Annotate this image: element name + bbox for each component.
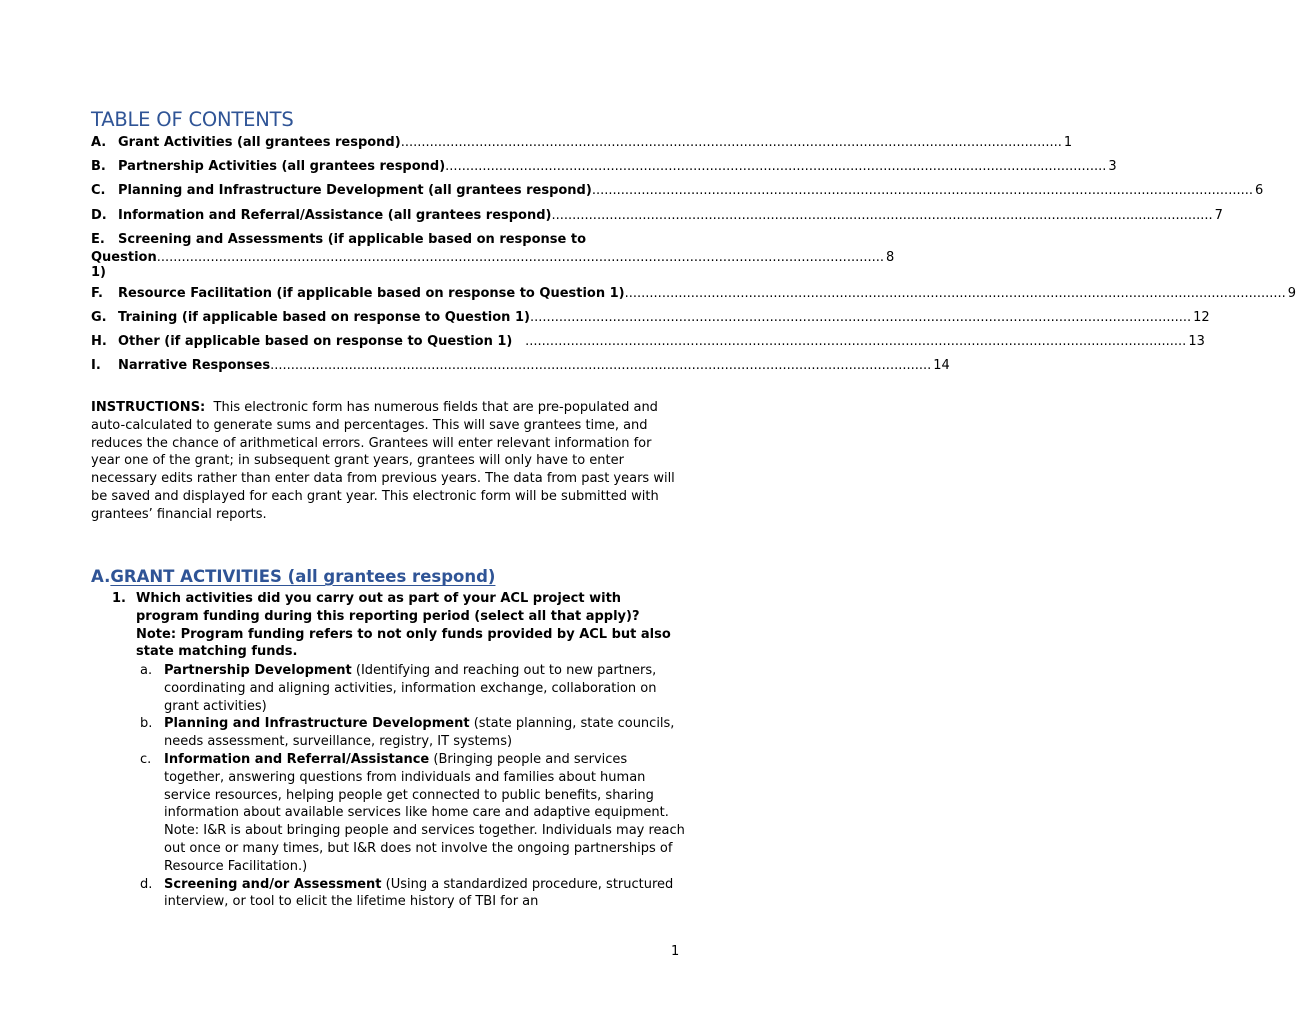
toc-entry-page: 14 (933, 358, 950, 374)
toc-leader-dots: ................................................................................................................................................................ (400, 135, 1062, 150)
toc-leader-dots: ................................................................................................................................................................................ (156, 249, 885, 265)
toc-leader-dots: ................................................................................................................................................................ (551, 207, 1213, 223)
toc-entry-title: Information and Referral/Assistance (all grantees respond) (118, 207, 552, 223)
toc-entry-title: Planning and Infrastructure Development (all grantees respond) (118, 183, 592, 199)
toc-entry-title: Resource Facilitation (if applicable based on response to Question 1) (118, 285, 625, 301)
list-item-label: a. (140, 663, 153, 678)
toc-entry-letter: D. (91, 207, 107, 223)
activity-options-list (140, 662, 685, 911)
toc-entry-letter: F. (91, 285, 103, 301)
section-a-heading (91, 567, 495, 586)
toc-leader-dots: ................................................................................................................................................................ (516, 334, 1187, 350)
toc-entry-title: Screening and Assessments (if applicable based on response to (118, 231, 587, 247)
instructions-paragraph (91, 399, 681, 524)
question-number: 1. (112, 591, 126, 606)
toc-entry-letter: I. (91, 358, 101, 374)
toc-entry-page: 13 (1188, 334, 1205, 350)
toc-entry-page: 8 (886, 249, 895, 265)
section-a-title: GRANT ACTIVITIES (all grantees respond) (110, 567, 496, 586)
list-item (140, 876, 685, 912)
toc-leader-dots: ................................................................................................................................................................ (445, 159, 1107, 175)
toc-entry-i[interactable] (91, 358, 950, 382)
toc-entry-letter: A. (91, 135, 107, 150)
list-item (140, 662, 685, 715)
table-of-contents (91, 135, 1296, 383)
list-item-label: b. (140, 716, 153, 732)
toc-title: TABLE OF CONTENTS (91, 108, 294, 131)
toc-entry-title: Other (if applicable based on response to Question 1) (118, 334, 517, 350)
list-item (140, 715, 685, 751)
instructions-text: This electronic form has numerous fields that are pre-populated and auto-calculated to generate sums and percentages. This will save grantees time, and reduces the chance of arithmetical errors. Grantees will enter relevant information for year one of the grant; in subsequent grant years, grantees will only have to enter necessary edits rather than enter data from previous years. The data from past years will be saved and displayed for each grant year. This electronic form will be submitted with grantees’ financial reports. (91, 400, 675, 522)
toc-entry-title: Partnership Activities (all grantees respond) (118, 159, 446, 175)
toc-entry-b[interactable] (91, 159, 1117, 183)
instructions-label: INSTRUCTIONS: (91, 400, 206, 415)
toc-entry-page: 9 (1287, 285, 1296, 301)
list-item-label: d. (140, 876, 153, 892)
toc-entry-page: 12 (1193, 309, 1210, 325)
toc-leader-dots: ................................................................................................................................................................ (529, 309, 1192, 325)
toc-entry-letter: B. (91, 159, 106, 175)
list-item (140, 751, 685, 876)
list-item-text: (Bringing people and services together, answering questions from individuals and families about human service resources, helping people get connected to public benefits, sharing information about available services like home care and adaptive equipment. Note: I&R is about bringing people and services together. Individuals may reach out once or many times, but I&R does not involve the ongoing partnerships of Resource Facilitation.) (164, 751, 685, 874)
toc-entry-letter: H. (91, 334, 107, 350)
toc-entry-title: Training (if applicable based on response to Question 1) (118, 309, 530, 325)
toc-leader-dots: ................................................................................................................................................................ (591, 183, 1253, 199)
toc-entry-c[interactable] (91, 183, 1264, 207)
toc-entry-title-continued: Question 1) (91, 249, 157, 280)
question-1 (112, 590, 682, 661)
toc-leader-dots: ................................................................................................................................................................ (270, 358, 932, 374)
list-item-label: c. (140, 751, 152, 767)
list-item-text: (state planning, state councils, needs assessment, surveillance, registry, IT systems) (164, 716, 675, 750)
toc-entry-title: Narrative Responses (118, 358, 271, 374)
list-item-text: (Using a standardized procedure, structured interview, or tool to elicit the lifetime history of TBI for an (164, 876, 674, 910)
list-item-bold: Partnership Development (164, 663, 352, 678)
toc-entry-page: 3 (1108, 159, 1117, 175)
toc-entry-g[interactable] (91, 309, 1210, 334)
toc-leader-dots: ................................................................................................................................................................ (624, 285, 1286, 301)
toc-entry-title: Grant Activities (all grantees respond) (118, 135, 401, 150)
toc-entry-page: 7 (1214, 207, 1223, 223)
list-item-bold: Planning and Infrastructure Development (164, 716, 470, 732)
question-text: Which activities did you carry out as part of your ACL project with program funding during this reporting period (select all that apply)? Note: Program funding refers to not only funds provided by ACL but also state matching funds. (136, 591, 671, 660)
list-item-bold: Screening and/or Assessment (164, 876, 382, 892)
toc-entry-letter: G. (91, 309, 107, 325)
toc-entry-a[interactable] (91, 135, 1073, 159)
toc-entry-f[interactable] (91, 285, 1296, 310)
toc-entry-h[interactable] (91, 334, 1205, 358)
list-item-text: (Identifying and reaching out to new partners, coordinating and aligning activities, information exchange, collaboration on grant activities) (164, 663, 657, 714)
page-number: 1 (671, 944, 680, 959)
toc-entry-page: 1 (1063, 135, 1073, 150)
toc-entry-e[interactable] (91, 231, 895, 280)
toc-entry-d[interactable] (91, 207, 1223, 232)
toc-entry-letter: C. (91, 183, 106, 199)
section-a-letter: A. (91, 567, 111, 586)
list-item-bold: Information and Referral/Assistance (164, 751, 430, 767)
toc-entry-letter: E. (91, 231, 105, 247)
toc-entry-page: 6 (1254, 183, 1264, 199)
